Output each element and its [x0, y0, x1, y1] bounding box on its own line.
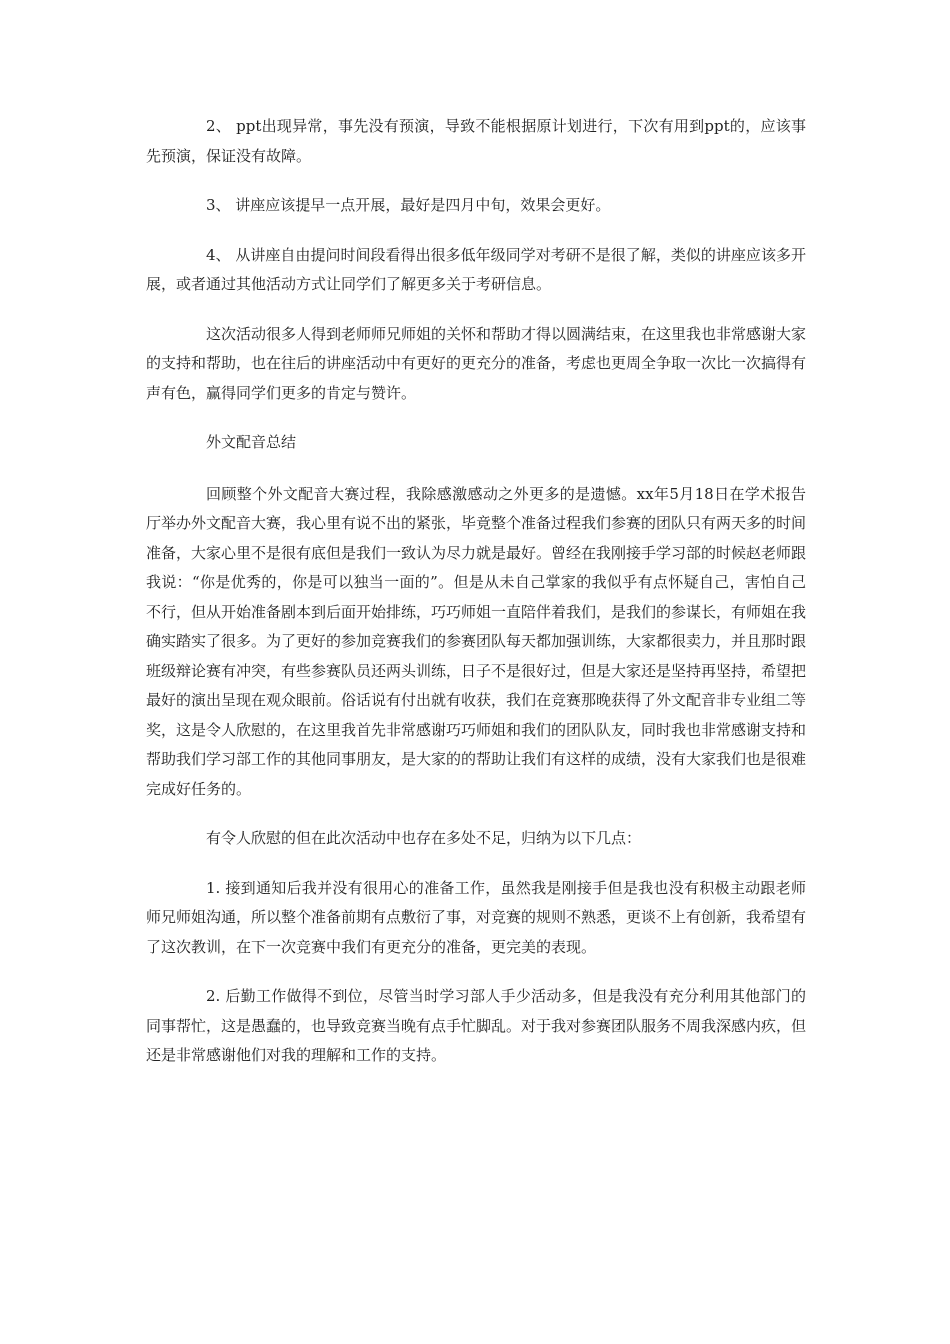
- paragraph-item-3-timing: 3、 讲座应该提早一点开展，最好是四月中旬，效果会更好。: [206, 196, 611, 214]
- document-body: [146, 112, 806, 1091]
- section-heading: 外文配音总结: [206, 433, 297, 451]
- paragraph-item-2-ppt: 2、 ppt出现异常，事先没有预演，导致不能根据原计划进行，下次有用到ppt的，应该事先预演，保证没有故障。: [146, 117, 806, 165]
- paragraph-shortcoming-2: 2. 后勤工作做得不到位，尽管当时学习部人手少活动多，但是我没有充分利用其他部门的同事帮忙，这是愚蠢的，也导致竞赛当晚有点手忙脚乱。对于我对参赛团队服务不周我深感内疚，但还是非常感谢他们对我的理解和工作的支持。: [146, 987, 807, 1064]
- paragraph-item-4-more-lectures: 4、 从讲座自由提问时间段看得出很多低年级同学对考研不是很了解，类似的讲座应该多开展，或者通过其他活动方式让同学们了解更多关于考研信息。: [146, 245, 806, 293]
- paragraph-dubbing-review: 回顾整个外文配音大赛过程，我除感激感动之外更多的是遗憾。xx年5月18日在学术报告厅举办外文配音大赛，我心里有说不出的紧张，毕竟整个准备过程我们参赛的团队只有两天多的时间准备，大家心里不是很有底但是我们一致认为尽力就是最好。曾经在我刚接手学习部的时候赵老师跟我说：“你是优秀的，你是可以独当一面的”。但是从未自己掌家的我似乎有点怀疑自己，害怕自己不行，但从开始准备剧本到后面开始排练，巧巧师姐一直陪伴着我们，是我们的参谋长，有师姐在我确实踏实了很多。为了更好的参加竞赛我们的参赛团队每天都加强训练，大家都很卖力，并且那时跟班级辩论赛有冲突，有些参赛队员还两头训练，日子不是很好过，但是大家还是坚持再坚持，希望把最好的演出呈现在观众眼前。俗话说有付出就有收获，我们在竞赛那晚获得了外文配音非专业组二等奖，这是令人欣慰的，在这里我首先非常感谢巧巧师姐和我们的团队队友，同时我也非常感谢支持和帮助我们学习部工作的其他同事朋友，是大家的的帮助让我们有这样的成绩，没有大家我们也是很难完成好任务的。: [146, 484, 807, 798]
- paragraph-shortcoming-1: 1. 接到通知后我并没有很用心的准备工作，虽然我是刚接手但是我也没有积极主动跟老师师兄师姐沟通，所以整个准备前期有点敷衍了事，对竞赛的规则不熟悉，更谈不上有创新，我希望有了这次教训，在下一次竞赛中我们有更充分的准备，更完美的表现。: [146, 878, 807, 956]
- paragraph-shortcomings-intro: 有令人欣慰的但在此次活动中也存在多处不足，归纳为以下几点：: [206, 829, 642, 847]
- paragraph-thanks: 这次活动很多人得到老师师兄师姐的关怀和帮助才得以圆满结束，在这里我也非常感谢大家的支持和帮助，也在往后的讲座活动中有更好的更充分的准备，考虑也更周全争取一次比一次搞得有声有色，赢得同学们更多的肯定与赞许。: [146, 324, 807, 402]
